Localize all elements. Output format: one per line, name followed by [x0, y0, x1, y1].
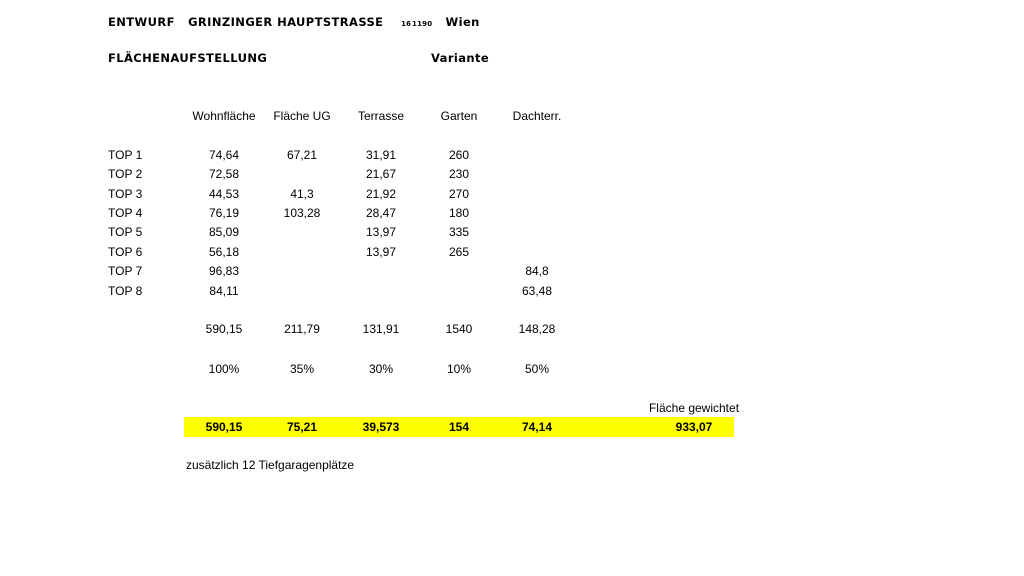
parking-note: zusätzlich 12 Tiefgaragenplätze	[186, 458, 355, 472]
cell-garten: 260	[448, 148, 470, 162]
document-location	[412, 15, 480, 29]
percent-terrasse: 30%	[368, 362, 394, 376]
percent-flaeche-ug: 35%	[289, 362, 315, 376]
title-house-number: 16	[401, 20, 412, 28]
title-city: Wien	[445, 15, 480, 29]
sum-garten: 1540	[445, 322, 473, 336]
title-entwurf: ENTWURF	[108, 15, 175, 29]
cell-garten: 180	[448, 206, 470, 220]
weighted-wohnflaeche: 590,15	[205, 420, 243, 434]
cell-garten: 230	[448, 167, 470, 181]
sum-flaeche-ug: 211,79	[284, 322, 320, 336]
row-label: TOP 3	[108, 187, 143, 201]
cell-wohnflaeche: 84,11	[209, 284, 239, 298]
percent-garten: 10%	[446, 362, 472, 376]
row-label: TOP 4	[108, 206, 143, 220]
row-label: TOP 8	[108, 284, 143, 298]
cell-terrasse: 13,97	[365, 225, 397, 239]
cell-wohnflaeche: 76,19	[208, 206, 240, 220]
sum-terrasse: 131,91	[362, 322, 400, 336]
weighted-dachterr: 74,14	[521, 420, 553, 434]
cell-wohnflaeche: 85,09	[208, 225, 240, 239]
cell-terrasse: 28,47	[365, 206, 397, 220]
weighted-terrasse: 39,573	[362, 420, 400, 434]
cell-dachterr: 84,8	[525, 264, 549, 278]
cell-garten: 265	[448, 245, 470, 259]
percent-dachterr: 50%	[524, 362, 550, 376]
cell-wohnflaeche: 96,83	[208, 264, 240, 278]
title-zip: 1190	[412, 20, 433, 28]
row-label: TOP 5	[108, 225, 143, 239]
cell-terrasse: 21,92	[365, 187, 397, 201]
document-subtitle: FLÄCHENAUFSTELLUNG	[108, 51, 268, 65]
weighted-total: 933,07	[675, 420, 713, 434]
cell-wohnflaeche: 56,18	[208, 245, 240, 259]
cell-flaeche-ug: 41,3	[290, 187, 314, 201]
cell-wohnflaeche: 72,58	[208, 167, 240, 181]
cell-dachterr: 63,48	[521, 284, 553, 298]
cell-wohnflaeche: 44,53	[208, 187, 240, 201]
cell-wohnflaeche: 74,64	[208, 148, 240, 162]
sum-wohnflaeche: 590,15	[205, 322, 243, 336]
column-header-dachterr: Dachterr.	[512, 109, 562, 123]
row-label: TOP 7	[108, 264, 143, 278]
row-label: TOP 6	[108, 245, 143, 259]
cell-terrasse: 13,97	[365, 245, 397, 259]
column-header-garten: Garten	[440, 109, 478, 123]
row-label: TOP 1	[108, 148, 143, 162]
title-street: GRINZINGER HAUPTSTRASSE	[188, 15, 384, 29]
cell-terrasse: 21,67	[365, 167, 397, 181]
cell-flaeche-ug: 67,21	[286, 148, 318, 162]
cell-terrasse: 31,91	[365, 148, 397, 162]
percent-wohnflaeche: 100%	[208, 362, 240, 376]
column-header-wohnflaeche: Wohnfläche	[192, 109, 256, 123]
column-header-terrasse: Terrasse	[357, 109, 405, 123]
variant-label: Variante	[431, 51, 490, 65]
cell-flaeche-ug: 103,28	[283, 206, 321, 220]
row-label: TOP 2	[108, 167, 143, 181]
column-header-flaeche-ug: Fläche UG	[273, 109, 331, 123]
weighted-area-label: Fläche gewichtet	[648, 401, 740, 415]
cell-garten: 270	[448, 187, 470, 201]
document-title	[108, 15, 411, 29]
weighted-flaeche-ug: 75,21	[286, 420, 318, 434]
cell-garten: 335	[448, 225, 470, 239]
sum-dachterr: 148,28	[518, 322, 556, 336]
weighted-garten: 154	[448, 420, 470, 434]
